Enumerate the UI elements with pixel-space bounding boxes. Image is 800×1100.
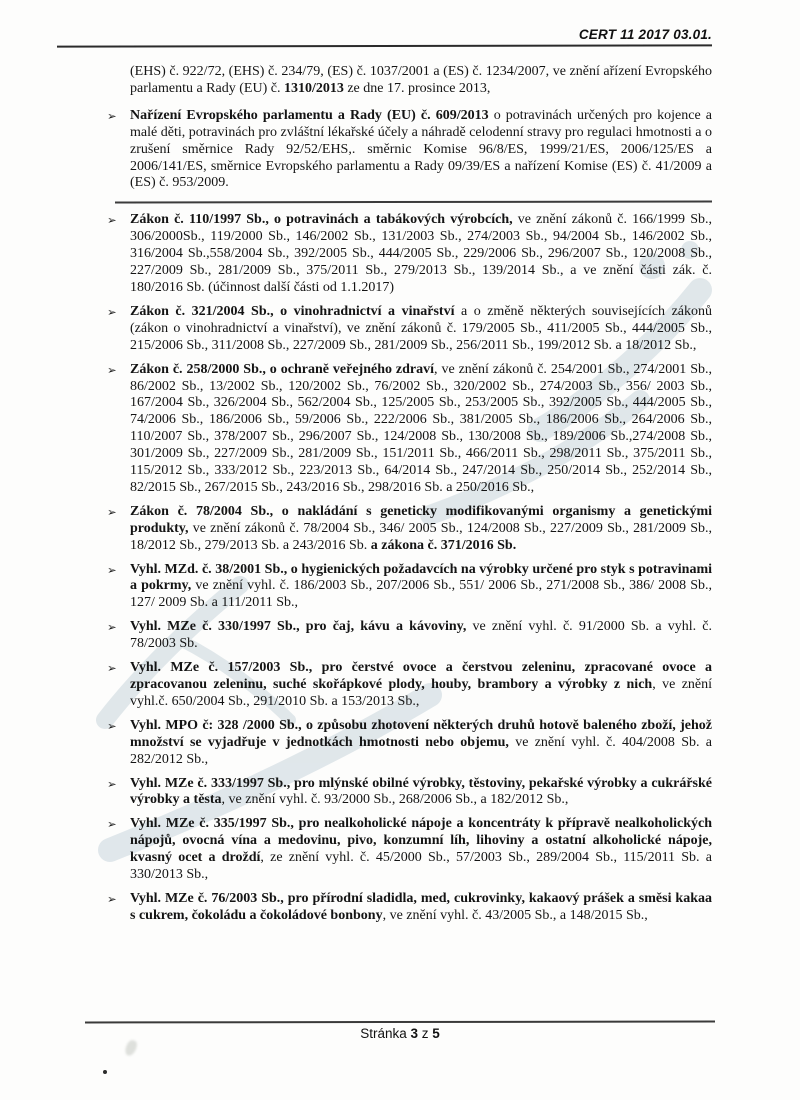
text-segment: Zákon č. 78/2004 Sb., o nakládání s geneticky modifikovanými organismy a genetickými produkty, <box>130 503 712 536</box>
list-item <box>107 108 712 193</box>
text-segment: ve znění vyhl. č. 404/2008 Sb. a 282/2012 Sb., <box>130 734 712 767</box>
intro-paragraph <box>130 64 712 98</box>
text-segment: Vyhl. MZe č. 333/1997 Sb., pro mlýnské obilné výrobky, těstoviny, pekařské výrobky a cukrářské výrobky a těsta <box>130 775 712 808</box>
text-segment: Vyhl. MZe č. 157/2003 Sb., pro čerstvé ovoce a čerstvou zeleninu, zpracované ovoce a zpracovanou zeleninu, suché skořápkové plody, houby, brambory a výrobky z nich <box>130 660 712 692</box>
list-item <box>107 562 712 613</box>
list-item <box>107 212 712 297</box>
list-item <box>107 362 712 497</box>
text-segment: (EHS) č. 922/72, (EHS) č. 234/79, (ES) č. 1037/2001 a (ES) č. 1234/2007, ve znění ařízení Evropského parlamentu a Rady (EU) č. <box>130 64 712 96</box>
list-item <box>107 891 712 925</box>
text-segment: , ve znění zákonů č. 254/2001 Sb., 274/2001 Sb., 86/2002 Sb., 13/2002 Sb., 120/2002 Sb., 76/2002 Sb., 320/2002 Sb., 274/2003 Sb., 356/ 2003 Sb., 167/2004 Sb., 326/2004 Sb., 562/2004 Sb., 125/2005 Sb., 253/2005 Sb., 392/2005 Sb., 444/2005 Sb., 74/2006 Sb., 186/2006 Sb., 59/2006 Sb., 222/2006 Sb., 381/2005 Sb., 186/2006 Sb., 264/2006 Sb., 110/2007 Sb., 378/2007 Sb., 296/2007 Sb., 124/2008 Sb., 130/2008 Sb., 189/2006 Sb.,274/2008 Sb., 301/2009 Sb., 227/2009 Sb., 281/2009 Sb., 151/2011 Sb., 466/2011 Sb., 298/2011 Sb., 375/2011 Sb., 115/2012 Sb., 333/2012 Sb., 223/2013 Sb., 64/2014 Sb., 247/2014 Sb., 250/2014 Sb., 252/2014 Sb., 82/2015 Sb., 267/2015 Sb., 243/2016 Sb., 298/2016 Sb. a 250/2016 Sb., <box>130 361 712 495</box>
text-segment: 5 <box>432 1026 440 1041</box>
text-segment: ve znění vyhl. č. 91/2000 Sb. a vyhl. č. 78/2003 Sb. <box>130 619 712 652</box>
arrow-bullet-icon: ➢ <box>107 817 117 832</box>
arrow-bullet-icon: ➢ <box>107 661 117 676</box>
text-segment: , ve znění vyhl. č. 43/2005 Sb., a 148/2015 Sb., <box>382 907 648 923</box>
list-item <box>107 660 712 711</box>
scan-smudge <box>124 1039 139 1057</box>
scan-speck <box>103 1070 107 1074</box>
list-item <box>107 816 712 884</box>
arrow-bullet-icon: ➢ <box>107 620 117 635</box>
text-segment: Vyhl. MZe č. 76/2003 Sb., pro přírodní sladidla, med, cukrovinky, kakaový prášek a směsi kakaa s cukrem, čokoládu a čokoládové bonbony <box>130 890 712 923</box>
arrow-bullet-icon: ➢ <box>107 362 117 377</box>
page-number <box>0 1026 800 1041</box>
text-segment: Zákon č. 258/2000 Sb., o ochraně veřejného zdraví <box>130 361 435 377</box>
item-text <box>130 816 712 882</box>
arrow-bullet-icon: ➢ <box>107 108 117 123</box>
item-text <box>130 619 712 651</box>
arrow-bullet-icon: ➢ <box>107 718 117 733</box>
text-segment: Nařízení Evropského parlamentu a Rady (EU) č. 609/2013 <box>130 107 489 123</box>
list-item <box>107 504 712 555</box>
text-segment: Vyhl. MZe č. 335/1997 Sb., pro nealkoholické nápoje a koncentráty k přípravě nealkoholických nápojů, ovocná vína a medovinu, pivo, konzumní líh, lihoviny a ostatní alkoholické nápoje, kvasný ocet a droždí <box>130 816 712 866</box>
text-segment: , ve znění vyhl.č. 650/2004 Sb., 291/2010 Sb. a 153/2013 Sb., <box>130 677 713 709</box>
item-text <box>130 660 712 709</box>
item-text <box>130 504 712 553</box>
page-content <box>107 64 712 932</box>
text-segment: ve znění zákonů č. 78/2004 Sb., 346/ 2005 Sb., 124/2008 Sb., 227/2009 Sb., 281/2009 Sb., 18/2012 Sb., 279/2013 Sb. a 243/2016 Sb. <box>130 520 712 553</box>
item-text <box>130 212 712 295</box>
text-segment: a zákona č. 371/2016 Sb. <box>370 537 517 553</box>
text-segment: ve znění vyhl. č. 186/2003 Sb., 207/2006 Sb., 551/ 2006 Sb., 271/2008 Sb., 386/ 2008 Sb., 127/ 2009 Sb. a 111/2011 Sb., <box>130 578 713 611</box>
footer-rule <box>85 1021 715 1024</box>
text-segment: 1310/2013 <box>283 80 344 96</box>
text-segment: , ze znění vyhl. č. 45/2000 Sb., 57/2003 Sb., 289/2004 Sb., 115/2011 Sb. a 330/2013 Sb., <box>130 850 712 883</box>
text-segment: Zákon č. 321/2004 Sb., o vinohradnictví a vinařství <box>130 303 455 319</box>
item-text <box>130 891 712 923</box>
text-segment: Vyhl. MPO č: 328 /2000 Sb., o způsobu zhotovení některých druhů hotově baleného zboží, jehož množství se vyjadřuje v jednotkách hmotnosti nebo objemu, <box>130 717 712 750</box>
section-separator <box>115 201 712 204</box>
text-segment: ve znění zákonů č. 166/1999 Sb., 306/2000Sb., 119/2000 Sb., 146/2002 Sb., 131/2003 Sb., 274/2003 Sb., 94/2004 Sb., 146/2002 Sb., 316/2004 Sb.,558/2004 Sb., 392/2005 Sb., 444/2005 Sb., 229/2006 Sb., 296/2007 Sb., 120/2008 Sb., 227/2009 Sb., 281/2009 Sb., 375/2011 Sb., 279/2013 Sb., 139/2014 Sb., a ve znění části zák. č. 180/2016 Sb. (účinnost další části od 1.1.2017) <box>130 212 712 295</box>
text-segment: , ve znění vyhl. č. 93/2000 Sb., 268/2006 Sb., a 182/2012 Sb., <box>221 792 569 808</box>
text-segment: 3 <box>410 1026 418 1041</box>
text-segment: Vyhl. MZe č. 330/1997 Sb., pro čaj, kávu a kávoviny, <box>130 619 467 635</box>
item-text <box>130 776 712 808</box>
text-segment: Stránka <box>360 1026 411 1041</box>
arrow-bullet-icon: ➢ <box>107 304 117 319</box>
list-item <box>107 718 712 769</box>
text-segment: Zákon č. 110/1997 Sb., o potravinách a tabákových výrobcích, <box>130 212 513 228</box>
eu-regulation-list <box>107 108 712 193</box>
arrow-bullet-icon: ➢ <box>107 504 117 519</box>
list-item <box>107 619 712 653</box>
national-law-list <box>107 212 712 924</box>
arrow-bullet-icon: ➢ <box>107 213 117 228</box>
item-text <box>130 108 712 191</box>
item-text <box>130 362 712 495</box>
item-text <box>130 304 712 353</box>
text-segment: o potravinách určených pro kojence a malé děti, potravinách pro zvláštní lékařské účely a náhradě celodenní stravy pro regulaci hmotnosti a o zrušení směrnice Rady 92/52/EHS,. směrnic Komise 96/8/ES, 1999/21/ES, 2006/125/ES a 2006/141/ES, směrnice Evropského parlamentu a Rady 09/39/ES a nařízení Komise (ES) č. 41/2009 a (ES) č. 953/2009. <box>130 107 712 191</box>
item-text <box>130 718 712 767</box>
arrow-bullet-icon: ➢ <box>107 891 117 906</box>
arrow-bullet-icon: ➢ <box>107 562 117 577</box>
text-segment: z <box>418 1026 433 1041</box>
text-segment: a o změně některých souvisejících zákonů (zákon o vinohradnictví a vinařství), ve znění zákonů č. 179/2005 Sb., 411/2005 Sb., 444/2005 Sb., 215/2006 Sb., 311/2008 Sb., 227/2009 Sb., 281/2009 Sb., 256/2011 Sb., 199/2012 Sb. a 18/2012 Sb., <box>130 303 712 353</box>
arrow-bullet-icon: ➢ <box>107 776 117 791</box>
text-segment: ze dne 17. prosince 2013, <box>343 80 491 96</box>
item-text <box>130 562 712 611</box>
text-segment: Vyhl. MZd. č. 38/2001 Sb., o hygienických požadavcích na výrobky určené pro styk s potravinami a pokrmy, <box>130 561 712 594</box>
list-item <box>107 304 712 355</box>
list-item <box>107 776 712 810</box>
doc-code: CERT 11 2017 03.01. <box>578 27 712 42</box>
header-rule <box>57 44 712 47</box>
